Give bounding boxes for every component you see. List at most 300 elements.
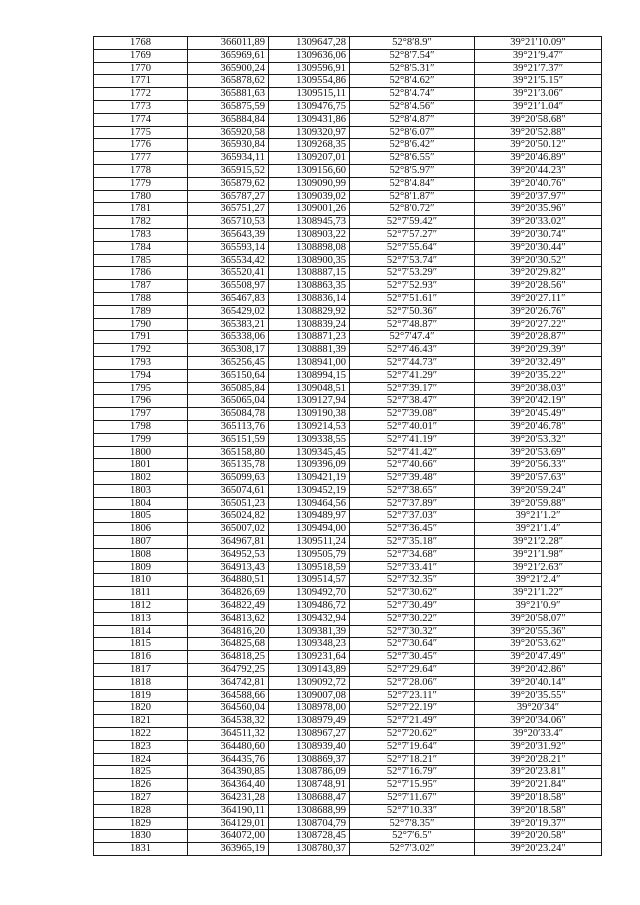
x-coordinate-cell: 364913,43 [188,561,269,574]
point-number-cell: 1825 [94,766,188,779]
x-coordinate-cell: 364826,69 [188,587,269,600]
table-row [94,779,602,792]
point-number-cell: 1784 [94,241,188,254]
point-number-cell: 1772 [94,88,188,101]
y-coordinate-cell: 1309090,99 [269,177,350,190]
longitude-cell: 39°20′26.76″ [475,305,602,318]
longitude-cell: 39°20′38.03″ [475,382,602,395]
latitude-cell: 52°7′37.03″ [350,510,475,523]
latitude-cell: 52°7′28.06″ [350,676,475,689]
point-number-cell: 1826 [94,779,188,792]
x-coordinate-cell: 364822,49 [188,600,269,613]
point-number-cell: 1786 [94,267,188,280]
y-coordinate-cell: 1309348,23 [269,638,350,651]
table-row [94,395,602,408]
longitude-cell: 39°21′2.63″ [475,561,602,574]
point-number-cell: 1770 [94,62,188,75]
longitude-cell: 39°20′42.86″ [475,664,602,677]
table-row [94,382,602,395]
table-row [94,139,602,152]
x-coordinate-cell: 365308,17 [188,344,269,357]
longitude-cell: 39°20′30.44″ [475,241,602,254]
longitude-cell: 39°20′28.56″ [475,280,602,293]
x-coordinate-cell: 364560,04 [188,702,269,715]
x-coordinate-cell: 364813,62 [188,612,269,625]
y-coordinate-cell: 1308869,37 [269,753,350,766]
point-number-cell: 1809 [94,561,188,574]
longitude-cell: 39°20′33.4″ [475,728,602,741]
point-number-cell: 1789 [94,305,188,318]
longitude-cell: 39°20′37.97″ [475,190,602,203]
longitude-cell: 39°20′47.49″ [475,651,602,664]
latitude-cell: 52°7′39.48″ [350,472,475,485]
table-row [94,804,602,817]
point-number-cell: 1787 [94,280,188,293]
latitude-cell: 52°7′39.08″ [350,408,475,421]
point-number-cell: 1775 [94,126,188,139]
x-coordinate-cell: 364952,53 [188,548,269,561]
longitude-cell: 39°20′30.74″ [475,228,602,241]
point-number-cell: 1819 [94,689,188,702]
y-coordinate-cell: 1308829,92 [269,305,350,318]
x-coordinate-cell: 365338,06 [188,331,269,344]
latitude-cell: 52°7′46.43″ [350,344,475,357]
longitude-cell: 39°20′20.58″ [475,830,602,843]
longitude-cell: 39°20′34″ [475,702,602,715]
point-number-cell: 1799 [94,433,188,446]
y-coordinate-cell: 1309007,08 [269,689,350,702]
y-coordinate-cell: 1309156,60 [269,164,350,177]
longitude-cell: 39°21′1.98″ [475,548,602,561]
y-coordinate-cell: 1309143,89 [269,664,350,677]
x-coordinate-cell: 364880,51 [188,574,269,587]
y-coordinate-cell: 1308688,47 [269,792,350,805]
longitude-cell: 39°20′27.11″ [475,292,602,305]
point-number-cell: 1777 [94,152,188,165]
table-row [94,651,602,664]
point-number-cell: 1805 [94,510,188,523]
x-coordinate-cell: 365593,14 [188,241,269,254]
table-row [94,843,602,856]
longitude-cell: 39°21′1.04″ [475,100,602,113]
point-number-cell: 1810 [94,574,188,587]
x-coordinate-cell: 364480,60 [188,740,269,753]
latitude-cell: 52°8′8.9″ [350,37,475,50]
x-coordinate-cell: 364511,32 [188,728,269,741]
longitude-cell: 39°20′28.87″ [475,331,602,344]
longitude-cell: 39°21′2.4″ [475,574,602,587]
point-number-cell: 1808 [94,548,188,561]
latitude-cell: 52°7′32.35″ [350,574,475,587]
x-coordinate-cell: 364364,40 [188,779,269,792]
y-coordinate-cell: 1308704,79 [269,817,350,830]
table-row [94,587,602,600]
table-row [94,689,602,702]
y-coordinate-cell: 1309518,59 [269,561,350,574]
y-coordinate-cell: 1308941,00 [269,356,350,369]
table-row [94,318,602,331]
table-row [94,331,602,344]
latitude-cell: 52°7′15.95″ [350,779,475,792]
longitude-cell: 39°20′30.52″ [475,254,602,267]
x-coordinate-cell: 364390,85 [188,766,269,779]
latitude-cell: 52°7′53.29″ [350,267,475,280]
y-coordinate-cell: 1309421,19 [269,472,350,485]
x-coordinate-cell: 365520,41 [188,267,269,280]
point-number-cell: 1788 [94,292,188,305]
x-coordinate-cell: 365113,76 [188,420,269,433]
longitude-cell: 39°20′57.63″ [475,472,602,485]
table-row [94,369,602,382]
table-row [94,574,602,587]
table-row [94,113,602,126]
latitude-cell: 52°8′4.62″ [350,75,475,88]
y-coordinate-cell: 1308994,15 [269,369,350,382]
x-coordinate-cell: 364588,66 [188,689,269,702]
y-coordinate-cell: 1308979,49 [269,715,350,728]
point-number-cell: 1781 [94,203,188,216]
y-coordinate-cell: 1309647,28 [269,37,350,50]
x-coordinate-cell: 365024,82 [188,510,269,523]
latitude-cell: 52°7′19.64″ [350,740,475,753]
latitude-cell: 52°7′21.49″ [350,715,475,728]
point-number-cell: 1800 [94,446,188,459]
point-number-cell: 1812 [94,600,188,613]
longitude-cell: 39°20′21.84″ [475,779,602,792]
table-row [94,164,602,177]
latitude-cell: 52°7′8.35″ [350,817,475,830]
latitude-cell: 52°8′6.42″ [350,139,475,152]
table-row [94,728,602,741]
longitude-cell: 39°20′23.24″ [475,843,602,856]
longitude-cell: 39°20′46.78″ [475,420,602,433]
x-coordinate-cell: 365875,59 [188,100,269,113]
point-number-cell: 1796 [94,395,188,408]
x-coordinate-cell: 365099,63 [188,472,269,485]
y-coordinate-cell: 1308871,23 [269,331,350,344]
table-row [94,305,602,318]
longitude-cell: 39°20′19.37″ [475,817,602,830]
point-number-cell: 1798 [94,420,188,433]
latitude-cell: 52°7′59.42″ [350,216,475,229]
x-coordinate-cell: 365643,39 [188,228,269,241]
point-number-cell: 1815 [94,638,188,651]
x-coordinate-cell: 365007,02 [188,523,269,536]
longitude-cell: 39°20′33.02″ [475,216,602,229]
point-number-cell: 1794 [94,369,188,382]
point-number-cell: 1797 [94,408,188,421]
table-row [94,830,602,843]
latitude-cell: 52°8′4.74″ [350,88,475,101]
longitude-cell: 39°20′58.07″ [475,612,602,625]
y-coordinate-cell: 1309452,19 [269,484,350,497]
x-coordinate-cell: 365934,11 [188,152,269,165]
y-coordinate-cell: 1308887,15 [269,267,350,280]
longitude-cell: 39°20′53.62″ [475,638,602,651]
x-coordinate-cell: 365429,02 [188,305,269,318]
table-row [94,228,602,241]
longitude-cell: 39°21′1.22″ [475,587,602,600]
latitude-cell: 52°7′30.32″ [350,625,475,638]
y-coordinate-cell: 1309190,38 [269,408,350,421]
x-coordinate-cell: 364231,28 [188,792,269,805]
y-coordinate-cell: 1309476,75 [269,100,350,113]
latitude-cell: 52°7′16.79″ [350,766,475,779]
longitude-cell: 39°20′29.82″ [475,267,602,280]
x-coordinate-cell: 364742,81 [188,676,269,689]
x-coordinate-cell: 363965,19 [188,843,269,856]
longitude-cell: 39°20′53.69″ [475,446,602,459]
longitude-cell: 39°20′59.24″ [475,484,602,497]
table-row [94,267,602,280]
x-coordinate-cell: 365383,21 [188,318,269,331]
table-row [94,484,602,497]
point-number-cell: 1790 [94,318,188,331]
y-coordinate-cell: 1308688,99 [269,804,350,817]
latitude-cell: 52°7′55.64″ [350,241,475,254]
y-coordinate-cell: 1309127,94 [269,395,350,408]
latitude-cell: 52°7′30.49″ [350,600,475,613]
latitude-cell: 52°7′33.41″ [350,561,475,574]
latitude-cell: 52°8′6.07″ [350,126,475,139]
x-coordinate-cell: 365915,52 [188,164,269,177]
y-coordinate-cell: 1309039,02 [269,190,350,203]
x-coordinate-cell: 365065,04 [188,395,269,408]
table-row [94,126,602,139]
table-row [94,408,602,421]
x-coordinate-cell: 366011,89 [188,37,269,50]
point-number-cell: 1816 [94,651,188,664]
x-coordinate-cell: 365969,61 [188,49,269,62]
latitude-cell: 52°7′34.68″ [350,548,475,561]
latitude-cell: 52°7′11.67″ [350,792,475,805]
y-coordinate-cell: 1309338,55 [269,433,350,446]
longitude-cell: 39°20′52.88″ [475,126,602,139]
point-number-cell: 1782 [94,216,188,229]
x-coordinate-cell: 365534,42 [188,254,269,267]
table-row [94,715,602,728]
x-coordinate-cell: 364792,25 [188,664,269,677]
longitude-cell: 39°20′35.22″ [475,369,602,382]
point-number-cell: 1791 [94,331,188,344]
y-coordinate-cell: 1309214,53 [269,420,350,433]
table-row [94,600,602,613]
point-number-cell: 1783 [94,228,188,241]
longitude-cell: 39°21′9.47″ [475,49,602,62]
latitude-cell: 52°7′51.61″ [350,292,475,305]
longitude-cell: 39°21′0.9″ [475,600,602,613]
point-number-cell: 1827 [94,792,188,805]
latitude-cell: 52°7′6.5″ [350,830,475,843]
latitude-cell: 52°7′40.66″ [350,459,475,472]
point-number-cell: 1774 [94,113,188,126]
point-number-cell: 1806 [94,523,188,536]
latitude-cell: 52°8′1.87″ [350,190,475,203]
point-number-cell: 1793 [94,356,188,369]
latitude-cell: 52°7′50.36″ [350,305,475,318]
x-coordinate-cell: 364190,11 [188,804,269,817]
longitude-cell: 39°20′18.58″ [475,792,602,805]
latitude-cell: 52°7′48.87″ [350,318,475,331]
coordinates-table [93,36,602,856]
latitude-cell: 52°8′6.55″ [350,152,475,165]
latitude-cell: 52°7′30.62″ [350,587,475,600]
table-row [94,625,602,638]
point-number-cell: 1776 [94,139,188,152]
latitude-cell: 52°8′5.97″ [350,164,475,177]
table-row [94,766,602,779]
longitude-cell: 39°21′1.4″ [475,523,602,536]
latitude-cell: 52°7′10.33″ [350,804,475,817]
y-coordinate-cell: 1309514,57 [269,574,350,587]
y-coordinate-cell: 1309001,26 [269,203,350,216]
longitude-cell: 39°20′59.88″ [475,497,602,510]
longitude-cell: 39°20′28.21″ [475,753,602,766]
y-coordinate-cell: 1308967,27 [269,728,350,741]
x-coordinate-cell: 365879,62 [188,177,269,190]
latitude-cell: 52°8′4.56″ [350,100,475,113]
longitude-cell: 39°20′42.19″ [475,395,602,408]
x-coordinate-cell: 365787,27 [188,190,269,203]
x-coordinate-cell: 365881,63 [188,88,269,101]
latitude-cell: 52°7′41.19″ [350,433,475,446]
latitude-cell: 52°7′41.29″ [350,369,475,382]
y-coordinate-cell: 1308978,00 [269,702,350,715]
y-coordinate-cell: 1309492,70 [269,587,350,600]
table-row [94,100,602,113]
table-row [94,292,602,305]
point-number-cell: 1804 [94,497,188,510]
x-coordinate-cell: 365930,84 [188,139,269,152]
point-number-cell: 1795 [94,382,188,395]
point-number-cell: 1828 [94,804,188,817]
x-coordinate-cell: 365150,64 [188,369,269,382]
y-coordinate-cell: 1309636,06 [269,49,350,62]
table-row [94,216,602,229]
y-coordinate-cell: 1309231,64 [269,651,350,664]
longitude-cell: 39°20′34.06″ [475,715,602,728]
point-number-cell: 1823 [94,740,188,753]
latitude-cell: 52°7′53.74″ [350,254,475,267]
latitude-cell: 52°7′30.45″ [350,651,475,664]
y-coordinate-cell: 1309486,72 [269,600,350,613]
latitude-cell: 52°7′36.45″ [350,523,475,536]
table-row [94,702,602,715]
table-row [94,536,602,549]
longitude-cell: 39°21′10.09″ [475,37,602,50]
longitude-cell: 39°20′23.81″ [475,766,602,779]
latitude-cell: 52°8′4.87″ [350,113,475,126]
longitude-cell: 39°20′46.89″ [475,152,602,165]
table-row [94,49,602,62]
longitude-cell: 39°20′44.23″ [475,164,602,177]
point-number-cell: 1780 [94,190,188,203]
table-row [94,433,602,446]
y-coordinate-cell: 1309511,24 [269,536,350,549]
point-number-cell: 1831 [94,843,188,856]
longitude-cell: 39°20′32.49″ [475,356,602,369]
longitude-cell: 39°20′40.76″ [475,177,602,190]
y-coordinate-cell: 1308939,40 [269,740,350,753]
x-coordinate-cell: 364816,20 [188,625,269,638]
point-number-cell: 1792 [94,344,188,357]
latitude-cell: 52°7′3.02″ [350,843,475,856]
table-row [94,254,602,267]
y-coordinate-cell: 1309494,00 [269,523,350,536]
x-coordinate-cell: 365074,61 [188,484,269,497]
table-row [94,792,602,805]
latitude-cell: 52°8′0.72″ [350,203,475,216]
latitude-cell: 52°7′41.42″ [350,446,475,459]
latitude-cell: 52°8′7.54″ [350,49,475,62]
point-number-cell: 1822 [94,728,188,741]
point-number-cell: 1830 [94,830,188,843]
table-row [94,561,602,574]
x-coordinate-cell: 365256,45 [188,356,269,369]
table-row [94,472,602,485]
point-number-cell: 1817 [94,664,188,677]
x-coordinate-cell: 365751,27 [188,203,269,216]
table-row [94,152,602,165]
longitude-cell: 39°20′55.36″ [475,625,602,638]
x-coordinate-cell: 365508,97 [188,280,269,293]
x-coordinate-cell: 364072,00 [188,830,269,843]
latitude-cell: 52°7′52.93″ [350,280,475,293]
x-coordinate-cell: 365878,62 [188,75,269,88]
table-row [94,203,602,216]
table-row [94,356,602,369]
y-coordinate-cell: 1309505,79 [269,548,350,561]
table-row [94,523,602,536]
x-coordinate-cell: 364825,68 [188,638,269,651]
latitude-cell: 52°7′18.21″ [350,753,475,766]
y-coordinate-cell: 1308881,39 [269,344,350,357]
longitude-cell: 39°20′31.92″ [475,740,602,753]
point-number-cell: 1814 [94,625,188,638]
table-row [94,740,602,753]
point-number-cell: 1801 [94,459,188,472]
point-number-cell: 1803 [94,484,188,497]
y-coordinate-cell: 1308786,09 [269,766,350,779]
table-row [94,664,602,677]
table-row [94,548,602,561]
y-coordinate-cell: 1309320,97 [269,126,350,139]
longitude-cell: 39°20′18.58″ [475,804,602,817]
y-coordinate-cell: 1309048,51 [269,382,350,395]
longitude-cell: 39°20′35.96″ [475,203,602,216]
coordinates-table-body [94,37,602,856]
latitude-cell: 52°7′37.89″ [350,497,475,510]
latitude-cell: 52°7′38.65″ [350,484,475,497]
y-coordinate-cell: 1308780,37 [269,843,350,856]
table-row [94,344,602,357]
latitude-cell: 52°7′47.4″ [350,331,475,344]
y-coordinate-cell: 1308900,35 [269,254,350,267]
y-coordinate-cell: 1309396,09 [269,459,350,472]
y-coordinate-cell: 1309431,86 [269,113,350,126]
latitude-cell: 52°7′23.11″ [350,689,475,702]
longitude-cell: 39°21′2.28″ [475,536,602,549]
x-coordinate-cell: 365920,58 [188,126,269,139]
latitude-cell: 52°8′4.84″ [350,177,475,190]
y-coordinate-cell: 1309489,97 [269,510,350,523]
latitude-cell: 52°7′40.01″ [350,420,475,433]
y-coordinate-cell: 1309268,35 [269,139,350,152]
table-row [94,62,602,75]
table-row [94,612,602,625]
longitude-cell: 39°20′29.39″ [475,344,602,357]
table-row [94,88,602,101]
